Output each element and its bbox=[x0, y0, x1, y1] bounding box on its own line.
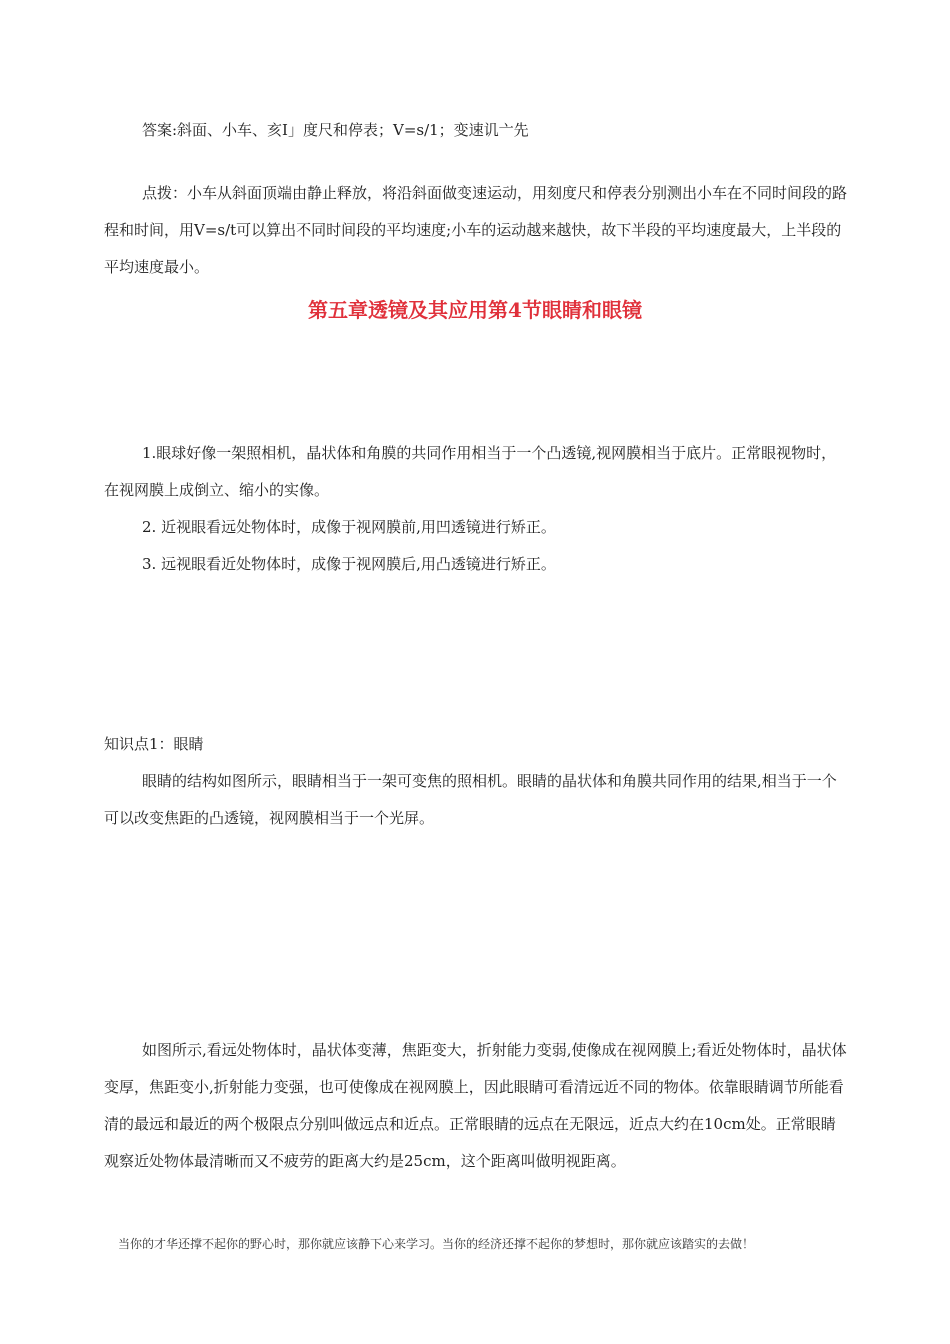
point-1: 1.眼球好像一架照相机，晶状体和角膜的共同作用相当于一个凸透镜,视网膜相当于底片。正常眼视物时，在视网膜上成倒立、缩小的实像。 bbox=[104, 444, 837, 499]
knowledge-heading: 知识点1：眼睛 bbox=[104, 735, 204, 753]
answer-text: 答案:斜面、小车、亥I」度尺和停表；V=s/1；变速讥亠先 bbox=[142, 121, 529, 139]
point-2: 2. 近视眼看远处物体时，成像于视网膜前,用凹透镜进行矫正。 bbox=[142, 518, 556, 536]
point-3: 3. 远视眼看近处物体时，成像于视网膜后,用凸透镜进行矫正。 bbox=[142, 555, 556, 573]
hint-paragraph: 点拨：小车从斜面顶端由静止释放，将沿斜面做变速运动，用刻度尺和停表分别测出小车在不同时间段的路程和时间，用V=s/t可以算出不同时间段的平均速度;小车的运动越来越快，故下半段的平均速度最大，上半段的平均速度最小。 bbox=[104, 184, 848, 276]
knowledge-paragraph: 眼睛的结构如图所示，眼睛相当于一架可变焦的照相机。眼睛的晶状体和角膜共同作用的结果,相当于一个可以改变焦距的凸透镜，视网膜相当于一个光屏。 bbox=[104, 772, 837, 827]
footer-motto: 当你的才华还撑不起你的野心时，那你就应该静下心来学习。当你的经济还撑不起你的梦想时，那你就应该踏实的去做！ bbox=[118, 1237, 755, 1251]
figure-description-paragraph: 如图所示,看远处物体时，晶状体变薄，焦距变大，折射能力变弱,使像成在视网膜上;看近处物体时，晶状体变厚，焦距变小,折射能力变强，也可使像成在视网膜上，因此眼睛可看清远近不同的物体。依靠眼睛调节所能看清的最远和最近的两个极限点分别叫做远点和近点。正常眼睛的远点在无限远，近点大约在10cm处。正常眼睛观察近处物体最清晰而又不疲劳的距离大约是25cm，这个距离叫做明视距离。 bbox=[104, 1041, 847, 1170]
chapter-title: 第五章透镜及其应用第4节眼睛和眼镜 bbox=[308, 298, 642, 322]
